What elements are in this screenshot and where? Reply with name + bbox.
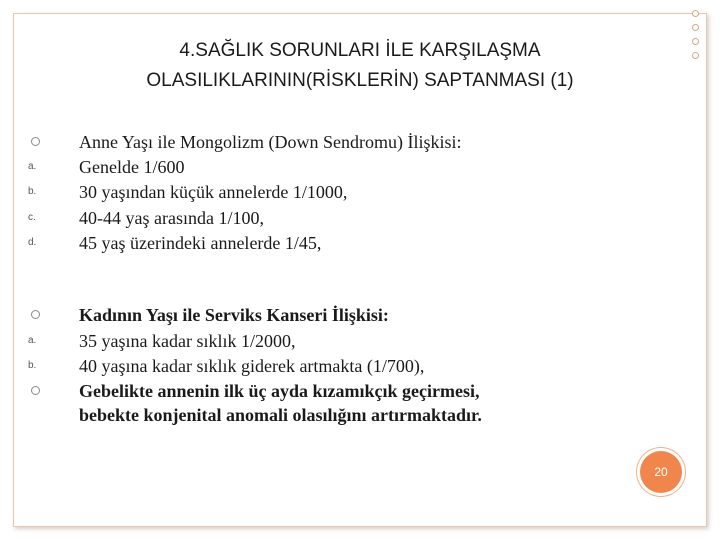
hollow-circle-bullet-icon	[31, 137, 40, 146]
list-item-text: 35 yaşına kadar sıklık 1/2000,	[79, 331, 296, 351]
binder-ring-icon	[692, 10, 699, 17]
title-line-1: 4.SAĞLIK SORUNLARI İLE KARŞILAŞMA	[179, 40, 541, 61]
page-number-badge: 20	[640, 451, 682, 493]
list-marker: c.	[28, 212, 36, 223]
list-item-text: 30 yaşından küçük annelerde 1/1000,	[79, 182, 348, 202]
list-marker: b.	[28, 186, 37, 197]
list-item-text: 45 yaş üzerindeki annelerde 1/45,	[79, 233, 322, 253]
list-marker: b.	[28, 360, 37, 371]
section-2-heading: Kadının Yaşı ile Serviks Kanseri İlişkisi:	[79, 305, 389, 325]
page-title	[60, 36, 660, 96]
list-marker: a.	[28, 335, 37, 346]
list-item-text: Genelde 1/600	[79, 157, 185, 177]
binder-ring-icon	[692, 24, 699, 31]
binder-ring-icon	[692, 38, 699, 45]
list-marker: d.	[28, 237, 37, 248]
hollow-circle-bullet-icon	[31, 386, 40, 395]
section-3-line-1: Gebelikte annenin ilk üç ayda kızamıkçık geçirmesi,	[79, 381, 480, 401]
list-marker: a.	[28, 161, 37, 172]
list-item-text: 40-44 yaş arasında 1/100,	[79, 208, 264, 228]
title-line-2: OLASILIKLARININ(RİSKLERİN) SAPTANMASI (1)	[146, 70, 574, 91]
binder-ring-icon	[692, 52, 699, 59]
section-3-line-2: bebekte konjenital anomali olasılığını artırmaktadır.	[79, 405, 482, 425]
list-item-text: 40 yaşına kadar sıklık giderek artmakta (1/700),	[79, 356, 425, 376]
section-1-heading: Anne Yaşı ile Mongolizm (Down Sendromu) İlişkisi:	[79, 132, 462, 152]
hollow-circle-bullet-icon	[31, 310, 40, 319]
